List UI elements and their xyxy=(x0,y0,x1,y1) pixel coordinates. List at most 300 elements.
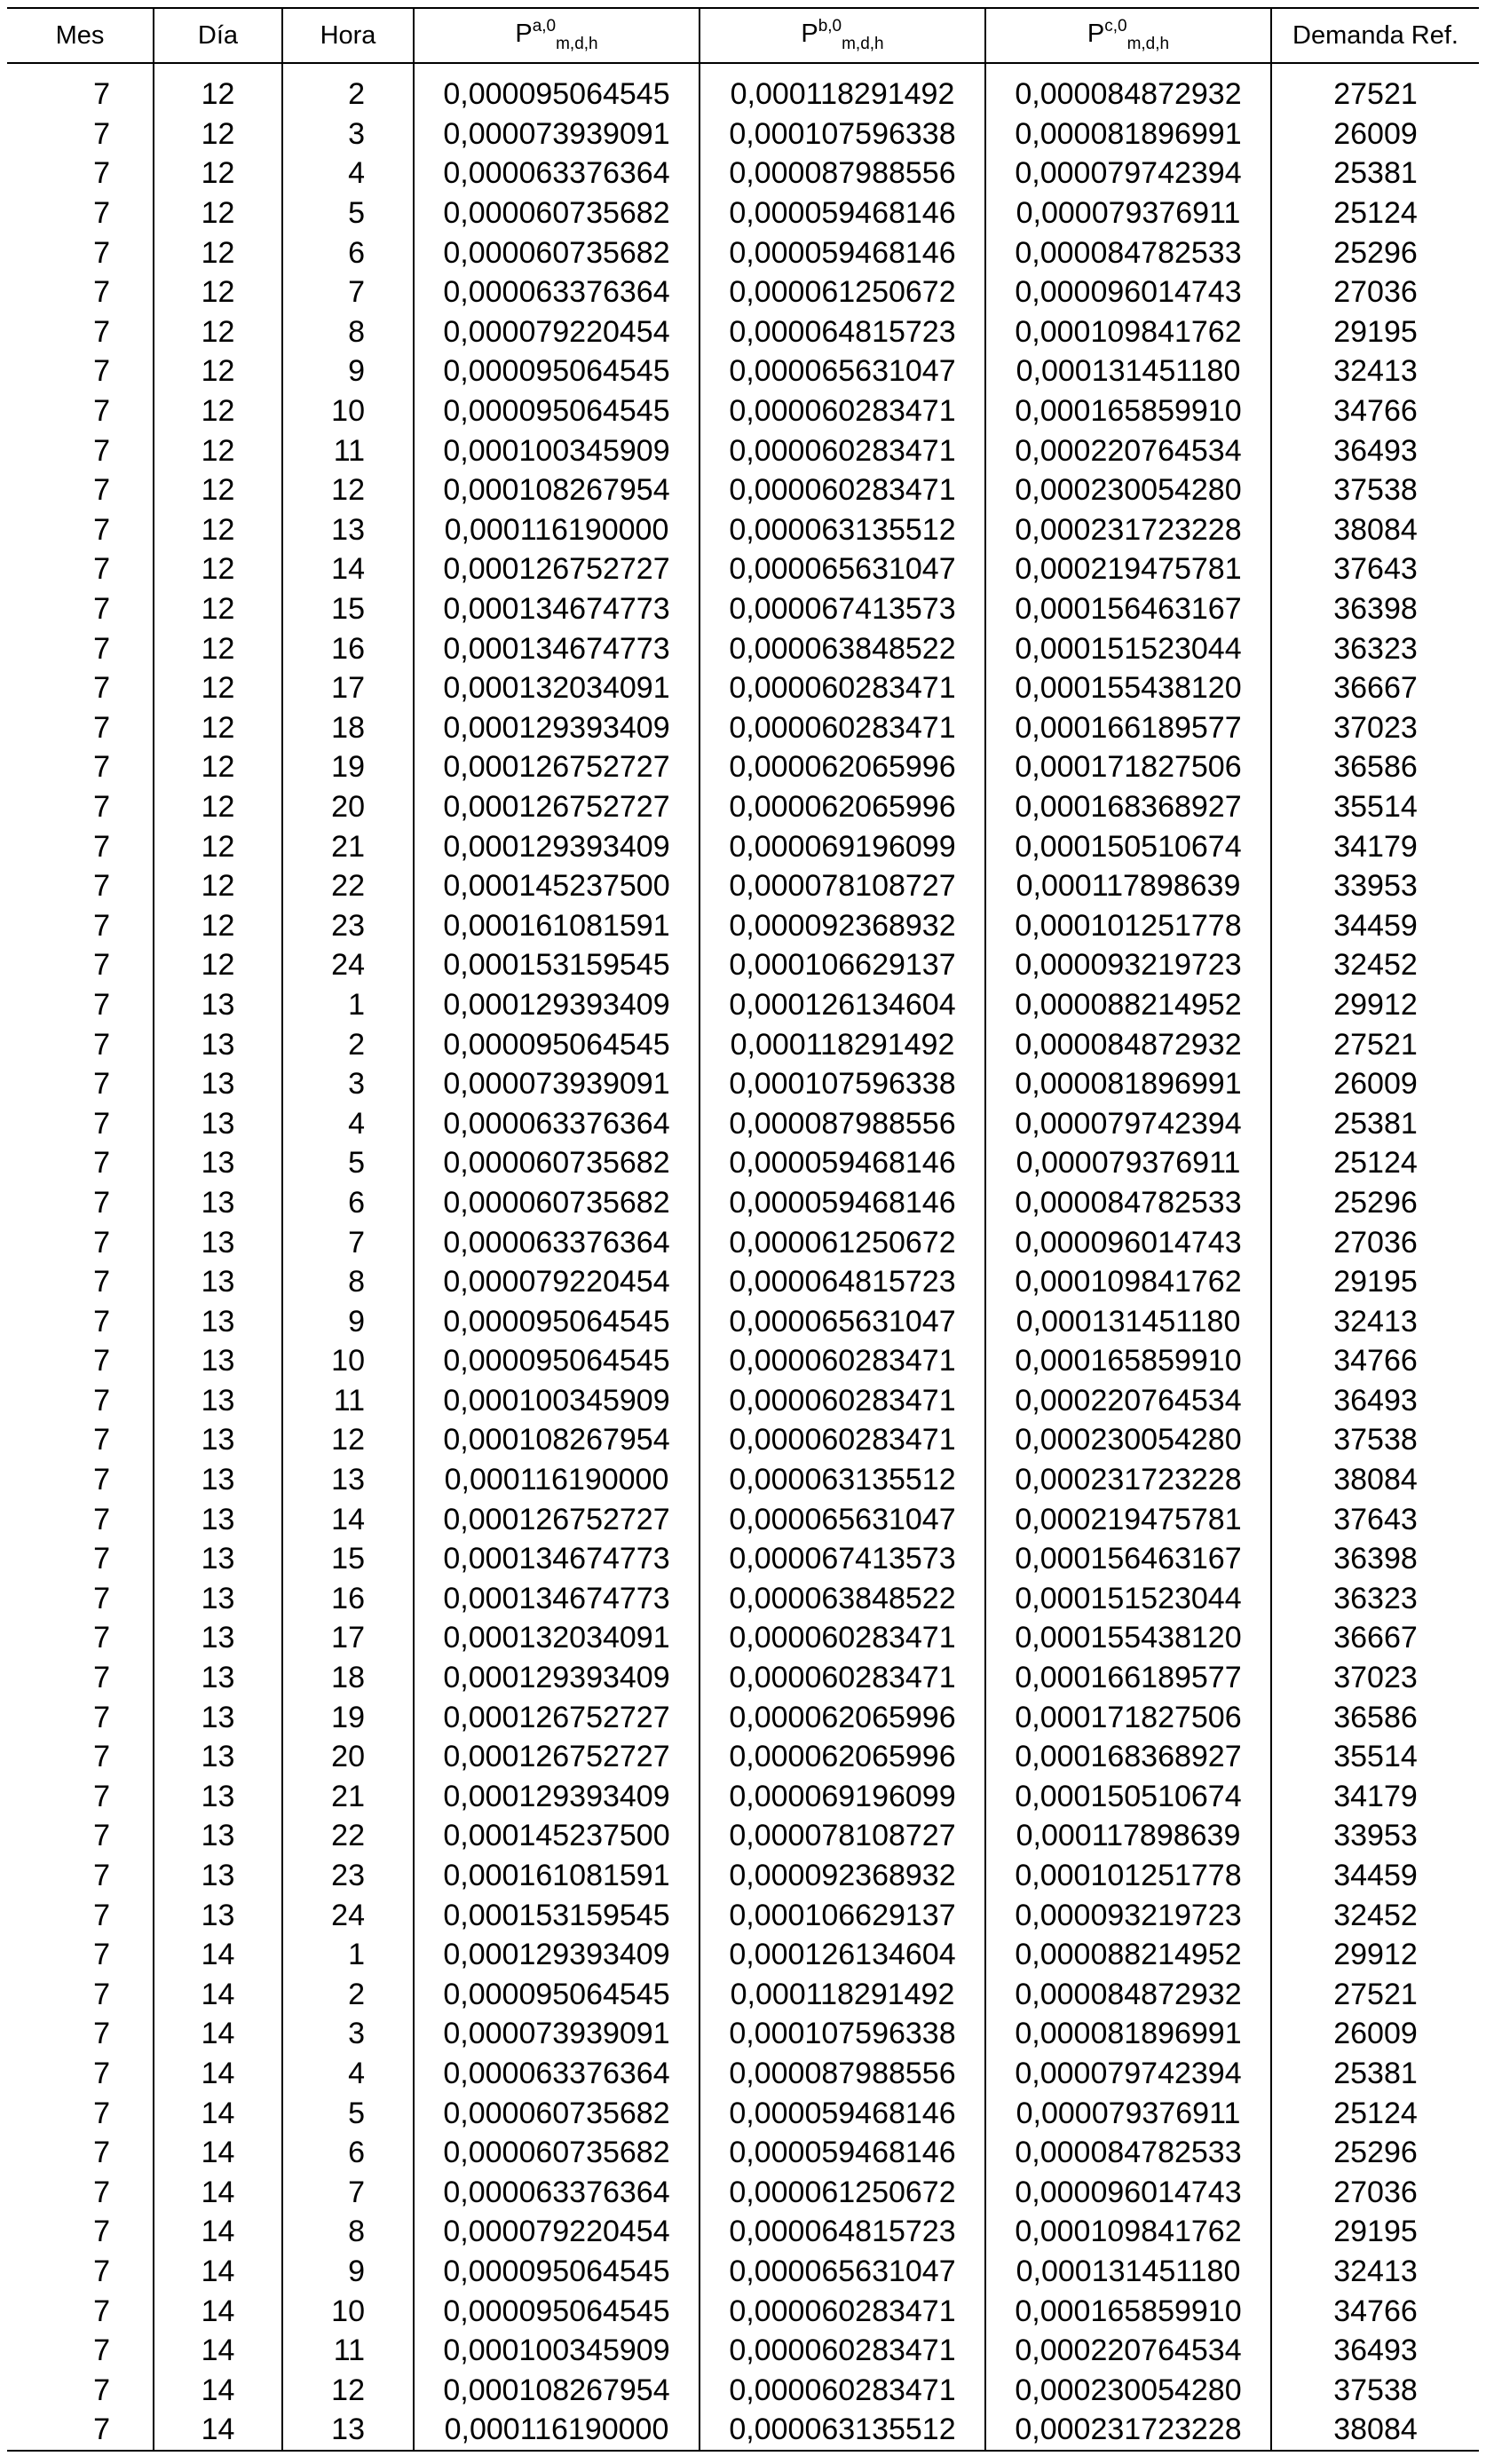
cell-pc: 0,000168368927 xyxy=(985,1737,1271,1777)
cell-hora: 17 xyxy=(282,1618,414,1658)
cell-hora: 10 xyxy=(282,391,414,431)
cell-pb: 0,000069196099 xyxy=(700,1777,985,1817)
cell-demanda: 37023 xyxy=(1271,1658,1479,1698)
cell-hora: 12 xyxy=(282,470,414,510)
header-pb-base: P xyxy=(801,20,818,48)
cell-demanda: 36323 xyxy=(1271,1579,1479,1619)
cell-pb: 0,000060283471 xyxy=(700,1381,985,1421)
cell-pb: 0,000107596338 xyxy=(700,115,985,154)
cell-hora: 5 xyxy=(282,193,414,233)
cell-dia: 14 xyxy=(154,2172,282,2212)
cell-pc: 0,000096014743 xyxy=(985,1222,1271,1262)
cell-demanda: 32413 xyxy=(1271,351,1479,391)
cell-pb: 0,000060283471 xyxy=(700,668,985,708)
cell-mes: 7 xyxy=(93,908,110,943)
cell-hora: 9 xyxy=(282,1301,414,1341)
cell-pc: 0,000079376911 xyxy=(985,2093,1271,2133)
cell-pc: 0,000171827506 xyxy=(985,747,1271,787)
cell-pa: 0,000060735682 xyxy=(414,1183,700,1223)
cell-pa: 0,000132034091 xyxy=(414,1618,700,1658)
cell-dia: 14 xyxy=(154,2133,282,2173)
table-row xyxy=(7,193,1479,233)
table-row xyxy=(7,628,1479,668)
cell-demanda: 37023 xyxy=(1271,708,1479,748)
cell-pc: 0,000088214952 xyxy=(985,985,1271,1025)
cell-dia: 13 xyxy=(154,1341,282,1381)
cell-dia: 12 xyxy=(154,708,282,748)
cell-mes: 7 xyxy=(93,1463,110,1497)
cell-mes: 7 xyxy=(93,1740,110,1774)
cell-pc: 0,000155438120 xyxy=(985,668,1271,708)
cell-hora: 15 xyxy=(282,589,414,629)
cell-pb: 0,000064815723 xyxy=(700,1262,985,1302)
cell-pb: 0,000059468146 xyxy=(700,1183,985,1223)
table-row xyxy=(7,589,1479,629)
cell-pa: 0,000095064545 xyxy=(414,351,700,391)
cell-pb: 0,000060283471 xyxy=(700,470,985,510)
cell-mes: 7 xyxy=(93,987,110,1022)
cell-pa: 0,000060735682 xyxy=(414,2093,700,2133)
table-row xyxy=(7,1975,1479,2015)
cell-mes: 7 xyxy=(93,710,110,745)
cell-pb: 0,000087988556 xyxy=(700,1103,985,1143)
cell-dia: 14 xyxy=(154,2410,282,2451)
cell-pc: 0,000084872932 xyxy=(985,1024,1271,1064)
cell-demanda: 27521 xyxy=(1271,1975,1479,2015)
table-row xyxy=(7,1856,1479,1896)
cell-pc: 0,000230054280 xyxy=(985,470,1271,510)
cell-pc: 0,000220764534 xyxy=(985,1381,1271,1421)
cell-pc: 0,000168368927 xyxy=(985,787,1271,827)
cell-dia: 13 xyxy=(154,985,282,1025)
cell-pb: 0,000060283471 xyxy=(700,2370,985,2410)
cell-pa: 0,000134674773 xyxy=(414,1539,700,1579)
cell-pc: 0,000084782533 xyxy=(985,233,1271,272)
cell-pc: 0,000150510674 xyxy=(985,826,1271,866)
cell-pb: 0,000062065996 xyxy=(700,787,985,827)
cell-hora: 13 xyxy=(282,1460,414,1500)
cell-pb: 0,000118291492 xyxy=(700,1024,985,1064)
cell-pb: 0,000062065996 xyxy=(700,747,985,787)
cell-mes: 7 xyxy=(93,1938,110,1972)
cell-pb: 0,000126134604 xyxy=(700,985,985,1025)
cell-hora: 14 xyxy=(282,549,414,589)
cell-pb: 0,000065631047 xyxy=(700,2252,985,2292)
cell-pb: 0,000078108727 xyxy=(700,866,985,906)
cell-hora: 18 xyxy=(282,708,414,748)
cell-demanda: 34459 xyxy=(1271,905,1479,945)
cell-pa: 0,000129393409 xyxy=(414,985,700,1025)
table-row xyxy=(7,1301,1479,1341)
cell-dia: 12 xyxy=(154,430,282,470)
cell-pa: 0,000060735682 xyxy=(414,233,700,272)
cell-pc: 0,000151523044 xyxy=(985,1579,1271,1619)
cell-demanda: 26009 xyxy=(1271,2014,1479,2054)
cell-dia: 12 xyxy=(154,351,282,391)
cell-demanda: 29195 xyxy=(1271,1262,1479,1302)
cell-demanda: 33953 xyxy=(1271,866,1479,906)
cell-pa: 0,000063376364 xyxy=(414,2172,700,2212)
cell-pa: 0,000134674773 xyxy=(414,1579,700,1619)
cell-dia: 12 xyxy=(154,272,282,312)
cell-hora: 2 xyxy=(282,1024,414,1064)
cell-mes: 7 xyxy=(93,1819,110,1853)
cell-pa: 0,000079220454 xyxy=(414,312,700,352)
cell-demanda: 37538 xyxy=(1271,1420,1479,1460)
cell-hora: 4 xyxy=(282,154,414,193)
cell-hora: 11 xyxy=(282,2331,414,2371)
table-row xyxy=(7,2252,1479,2292)
cell-demanda: 34179 xyxy=(1271,826,1479,866)
cell-pb: 0,000062065996 xyxy=(700,1697,985,1737)
cell-hora: 7 xyxy=(282,2172,414,2212)
cell-pb: 0,000059468146 xyxy=(700,233,985,272)
table-row xyxy=(7,510,1479,550)
cell-hora: 24 xyxy=(282,945,414,985)
table-row xyxy=(7,1024,1479,1064)
cell-mes: 7 xyxy=(93,1146,110,1181)
cell-hora: 20 xyxy=(282,787,414,827)
cell-demanda: 37643 xyxy=(1271,549,1479,589)
header-pa-base: P xyxy=(515,20,533,48)
cell-pb: 0,000059468146 xyxy=(700,2093,985,2133)
cell-pc: 0,000220764534 xyxy=(985,2331,1271,2371)
cell-hora: 2 xyxy=(282,1975,414,2015)
cell-pc: 0,000171827506 xyxy=(985,1697,1271,1737)
cell-mes: 7 xyxy=(93,1027,110,1062)
header-dia: Día xyxy=(154,8,282,63)
cell-pc: 0,000084872932 xyxy=(985,63,1271,115)
table-row xyxy=(7,63,1479,115)
cell-pb: 0,000065631047 xyxy=(700,549,985,589)
table-row xyxy=(7,312,1479,352)
header-pa-sup: a,0 xyxy=(532,17,557,36)
table-row xyxy=(7,1499,1479,1539)
table-row xyxy=(7,391,1479,431)
cell-pa: 0,000126752727 xyxy=(414,549,700,589)
cell-pb: 0,000065631047 xyxy=(700,1301,985,1341)
cell-pa: 0,000145237500 xyxy=(414,866,700,906)
cell-demanda: 34179 xyxy=(1271,1777,1479,1817)
cell-dia: 13 xyxy=(154,1856,282,1896)
cell-dia: 13 xyxy=(154,1579,282,1619)
cell-mes: 7 xyxy=(93,2254,110,2288)
cell-pc: 0,000230054280 xyxy=(985,2370,1271,2410)
cell-pc: 0,000166189577 xyxy=(985,1658,1271,1698)
header-pc-sub: m,d,h xyxy=(1126,35,1170,53)
cell-pc: 0,000231723228 xyxy=(985,510,1271,550)
cell-pc: 0,000230054280 xyxy=(985,1420,1271,1460)
cell-hora: 13 xyxy=(282,510,414,550)
cell-demanda: 26009 xyxy=(1271,115,1479,154)
cell-demanda: 27521 xyxy=(1271,1024,1479,1064)
cell-pa: 0,000126752727 xyxy=(414,1697,700,1737)
cell-pa: 0,000126752727 xyxy=(414,1737,700,1777)
cell-mes: 7 xyxy=(93,1542,110,1576)
cell-pa: 0,000116190000 xyxy=(414,2410,700,2451)
table-row xyxy=(7,1222,1479,1262)
cell-mes: 7 xyxy=(93,1859,110,1893)
cell-hora: 7 xyxy=(282,1222,414,1262)
cell-pa: 0,000060735682 xyxy=(414,1143,700,1183)
cell-hora: 24 xyxy=(282,1895,414,1935)
cell-demanda: 36667 xyxy=(1271,1618,1479,1658)
cell-pa: 0,000116190000 xyxy=(414,1460,700,1500)
cell-demanda: 29195 xyxy=(1271,2212,1479,2252)
cell-dia: 14 xyxy=(154,2212,282,2252)
cell-mes: 7 xyxy=(93,552,110,587)
cell-pb: 0,000064815723 xyxy=(700,2212,985,2252)
cell-pa: 0,000161081591 xyxy=(414,1856,700,1896)
cell-hora: 6 xyxy=(282,2133,414,2173)
cell-demanda: 25124 xyxy=(1271,2093,1479,2133)
cell-pb: 0,000064815723 xyxy=(700,312,985,352)
cell-pa: 0,000063376364 xyxy=(414,2054,700,2094)
cell-demanda: 38084 xyxy=(1271,2410,1479,2451)
table-row xyxy=(7,2331,1479,2371)
cell-pc: 0,000155438120 xyxy=(985,1618,1271,1658)
cell-mes: 7 xyxy=(93,196,110,231)
table-row xyxy=(7,1895,1479,1935)
table-row xyxy=(7,1777,1479,1817)
cell-hora: 3 xyxy=(282,115,414,154)
cell-pa: 0,000095064545 xyxy=(414,1975,700,2015)
table-row xyxy=(7,2172,1479,2212)
cell-demanda: 38084 xyxy=(1271,1460,1479,1500)
cell-demanda: 25296 xyxy=(1271,2133,1479,2173)
cell-pa: 0,000060735682 xyxy=(414,2133,700,2173)
cell-mes: 7 xyxy=(93,1779,110,1813)
cell-mes: 7 xyxy=(93,156,110,191)
header-demanda: Demanda Ref. xyxy=(1271,8,1479,63)
cell-demanda: 29195 xyxy=(1271,312,1479,352)
cell-hora: 22 xyxy=(282,866,414,906)
cell-pa: 0,000153159545 xyxy=(414,1895,700,1935)
cell-hora: 16 xyxy=(282,1579,414,1619)
header-hora: Hora xyxy=(282,8,414,63)
cell-pa: 0,000134674773 xyxy=(414,628,700,668)
cell-pb: 0,000061250672 xyxy=(700,2172,985,2212)
cell-hora: 2 xyxy=(282,63,414,115)
cell-mes: 7 xyxy=(93,116,110,151)
cell-mes: 7 xyxy=(93,1304,110,1339)
cell-dia: 13 xyxy=(154,1103,282,1143)
cell-pb: 0,000059468146 xyxy=(700,2133,985,2173)
cell-dia: 12 xyxy=(154,549,282,589)
cell-demanda: 36398 xyxy=(1271,589,1479,629)
cell-mes: 7 xyxy=(93,1185,110,1220)
cell-pa: 0,000116190000 xyxy=(414,510,700,550)
cell-dia: 12 xyxy=(154,154,282,193)
cell-pa: 0,000108267954 xyxy=(414,1420,700,1460)
table-row xyxy=(7,1262,1479,1302)
cell-mes: 7 xyxy=(93,948,110,983)
cell-pc: 0,000231723228 xyxy=(985,1460,1271,1500)
cell-demanda: 36586 xyxy=(1271,747,1479,787)
cell-pa: 0,000129393409 xyxy=(414,1777,700,1817)
table-row xyxy=(7,2014,1479,2054)
cell-demanda: 34766 xyxy=(1271,2291,1479,2331)
table-header xyxy=(7,8,1479,63)
cell-pb: 0,000062065996 xyxy=(700,1737,985,1777)
cell-pc: 0,000093219723 xyxy=(985,945,1271,985)
cell-demanda: 25124 xyxy=(1271,1143,1479,1183)
cell-pb: 0,000106629137 xyxy=(700,945,985,985)
table-row xyxy=(7,272,1479,312)
table-row xyxy=(7,1103,1479,1143)
cell-hora: 18 xyxy=(282,1658,414,1698)
header-pb-sup: b,0 xyxy=(818,17,842,36)
cell-hora: 3 xyxy=(282,2014,414,2054)
cell-dia: 13 xyxy=(154,1618,282,1658)
cell-hora: 10 xyxy=(282,2291,414,2331)
table-row xyxy=(7,708,1479,748)
cell-pc: 0,000081896991 xyxy=(985,1064,1271,1104)
cell-demanda: 38084 xyxy=(1271,510,1479,550)
cell-hora: 8 xyxy=(282,312,414,352)
cell-mes: 7 xyxy=(93,235,110,270)
cell-pc: 0,000219475781 xyxy=(985,1499,1271,1539)
cell-mes: 7 xyxy=(93,1581,110,1615)
cell-dia: 13 xyxy=(154,1024,282,1064)
header-pb-sub: m,d,h xyxy=(842,35,884,53)
cell-pa: 0,000145237500 xyxy=(414,1816,700,1856)
cell-pa: 0,000126752727 xyxy=(414,747,700,787)
cell-pa: 0,000100345909 xyxy=(414,430,700,470)
cell-mes: 7 xyxy=(93,512,110,547)
cell-pb: 0,000063135512 xyxy=(700,1460,985,1500)
table-row xyxy=(7,1143,1479,1183)
cell-mes: 7 xyxy=(93,1383,110,1418)
cell-dia: 13 xyxy=(154,1064,282,1104)
cell-dia: 13 xyxy=(154,1301,282,1341)
cell-dia: 12 xyxy=(154,312,282,352)
cell-hora: 23 xyxy=(282,1856,414,1896)
cell-pb: 0,000106629137 xyxy=(700,1895,985,1935)
table-row xyxy=(7,1341,1479,1381)
cell-demanda: 36493 xyxy=(1271,2331,1479,2371)
cell-dia: 13 xyxy=(154,1499,282,1539)
header-pc-sup: c,0 xyxy=(1104,17,1127,36)
cell-pa: 0,000073939091 xyxy=(414,115,700,154)
cell-pc: 0,000079376911 xyxy=(985,1143,1271,1183)
cell-pa: 0,000129393409 xyxy=(414,826,700,866)
cell-dia: 13 xyxy=(154,1895,282,1935)
cell-demanda: 36493 xyxy=(1271,1381,1479,1421)
cell-pb: 0,000061250672 xyxy=(700,272,985,312)
table-body xyxy=(7,63,1479,2451)
cell-pa: 0,000153159545 xyxy=(414,945,700,985)
cell-pc: 0,000084872932 xyxy=(985,1975,1271,2015)
cell-pc: 0,000079742394 xyxy=(985,154,1271,193)
cell-demanda: 33953 xyxy=(1271,1816,1479,1856)
cell-pb: 0,000107596338 xyxy=(700,2014,985,2054)
header-mes: Mes xyxy=(7,8,154,63)
cell-hora: 19 xyxy=(282,1697,414,1737)
cell-pa: 0,000095064545 xyxy=(414,2252,700,2292)
table-row xyxy=(7,1579,1479,1619)
cell-pb: 0,000067413573 xyxy=(700,1539,985,1579)
cell-mes: 7 xyxy=(93,2334,110,2368)
cell-dia: 13 xyxy=(154,1262,282,1302)
cell-dia: 12 xyxy=(154,470,282,510)
cell-pc: 0,000165859910 xyxy=(985,391,1271,431)
cell-mes: 7 xyxy=(93,750,110,785)
table-row xyxy=(7,1935,1479,1975)
table-row xyxy=(7,2291,1479,2331)
cell-pb: 0,000067413573 xyxy=(700,589,985,629)
cell-dia: 13 xyxy=(154,1777,282,1817)
cell-demanda: 32413 xyxy=(1271,2252,1479,2292)
cell-hora: 6 xyxy=(282,1183,414,1223)
cell-hora: 14 xyxy=(282,1499,414,1539)
header-pa-sub: m,d,h xyxy=(556,35,598,53)
cell-pb: 0,000118291492 xyxy=(700,1975,985,2015)
cell-mes: 7 xyxy=(93,275,110,310)
cell-pa: 0,000060735682 xyxy=(414,193,700,233)
table-row xyxy=(7,1460,1479,1500)
cell-pc: 0,000081896991 xyxy=(985,2014,1271,2054)
cell-pc: 0,000079742394 xyxy=(985,1103,1271,1143)
cell-pc: 0,000093219723 xyxy=(985,1895,1271,1935)
cell-hora: 5 xyxy=(282,1143,414,1183)
cell-mes: 7 xyxy=(93,592,110,627)
cell-pb: 0,000063135512 xyxy=(700,2410,985,2451)
cell-mes: 7 xyxy=(93,1502,110,1536)
cell-mes: 7 xyxy=(93,77,110,112)
cell-hora: 17 xyxy=(282,668,414,708)
table-row xyxy=(7,1618,1479,1658)
cell-hora: 11 xyxy=(282,430,414,470)
cell-demanda: 26009 xyxy=(1271,1064,1479,1104)
cell-pc: 0,000219475781 xyxy=(985,549,1271,589)
cell-dia: 12 xyxy=(154,787,282,827)
cell-pa: 0,000095064545 xyxy=(414,1024,700,1064)
cell-demanda: 35514 xyxy=(1271,787,1479,827)
cell-dia: 12 xyxy=(154,866,282,906)
cell-pb: 0,000087988556 xyxy=(700,2054,985,2094)
cell-pb: 0,000060283471 xyxy=(700,2291,985,2331)
cell-mes: 7 xyxy=(93,1067,110,1102)
cell-pa: 0,000063376364 xyxy=(414,272,700,312)
cell-pa: 0,000073939091 xyxy=(414,1064,700,1104)
cell-hora: 10 xyxy=(282,1341,414,1381)
cell-hora: 1 xyxy=(282,1935,414,1975)
cell-dia: 12 xyxy=(154,115,282,154)
cell-pa: 0,000079220454 xyxy=(414,1262,700,1302)
cell-dia: 14 xyxy=(154,2014,282,2054)
cell-pb: 0,000060283471 xyxy=(700,1618,985,1658)
cell-dia: 12 xyxy=(154,747,282,787)
cell-pa: 0,000095064545 xyxy=(414,1341,700,1381)
cell-pa: 0,000126752727 xyxy=(414,1499,700,1539)
cell-pc: 0,000220764534 xyxy=(985,430,1271,470)
table-row xyxy=(7,351,1479,391)
cell-hora: 7 xyxy=(282,272,414,312)
cell-demanda: 36586 xyxy=(1271,1697,1479,1737)
cell-pb: 0,000060283471 xyxy=(700,430,985,470)
cell-pb: 0,000065631047 xyxy=(700,1499,985,1539)
cell-pa: 0,000108267954 xyxy=(414,470,700,510)
cell-pa: 0,000126752727 xyxy=(414,787,700,827)
cell-pc: 0,000131451180 xyxy=(985,2252,1271,2292)
cell-hora: 8 xyxy=(282,1262,414,1302)
cell-pc: 0,000084782533 xyxy=(985,1183,1271,1223)
cell-mes: 7 xyxy=(93,2056,110,2090)
table-row xyxy=(7,154,1479,193)
cell-pc: 0,000151523044 xyxy=(985,628,1271,668)
table-row xyxy=(7,2133,1479,2173)
